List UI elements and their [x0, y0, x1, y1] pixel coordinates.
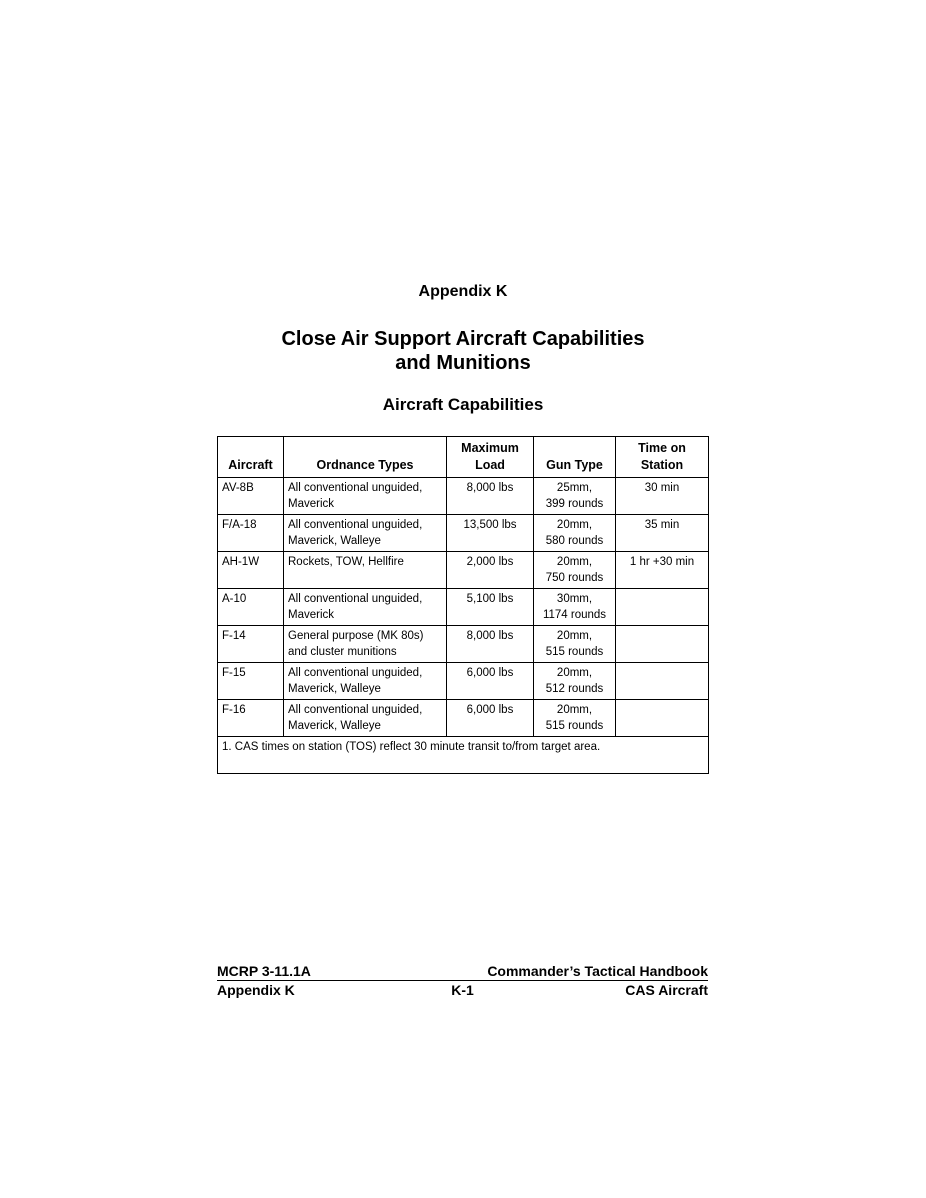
cell-ordnance-line1: All conventional unguided, — [288, 482, 423, 494]
cell-max-load: 8,000 lbs — [447, 478, 534, 515]
title-line-2: and Munitions — [395, 352, 531, 374]
cell-gun-line2: 399 rounds — [545, 498, 604, 510]
cell-gun-line2: 580 rounds — [545, 535, 604, 547]
header-aircraft: Aircraft — [218, 437, 284, 478]
appendix-label: Appendix K — [418, 283, 508, 300]
cell-ordnance — [284, 589, 447, 626]
cell-gun-type — [534, 589, 616, 626]
footer-topic: CAS Aircraft — [625, 982, 708, 998]
table-row — [218, 626, 709, 663]
cell-gun-line2: 512 rounds — [545, 683, 604, 695]
footer-top — [217, 963, 708, 979]
header-ordnance: Ordnance Types — [284, 437, 447, 478]
cell-gun-line1: 25mm, — [556, 482, 593, 494]
cell-gun-type — [534, 663, 616, 700]
section-title: Aircraft Capabilities — [382, 395, 544, 414]
header-gun-type: Gun Type — [534, 437, 616, 478]
title-line-1: Close Air Support Aircraft Capabilities — [281, 328, 645, 350]
cell-aircraft: AH-1W — [218, 552, 284, 589]
header-max-load — [447, 437, 534, 478]
cell-gun-line1: 20mm, — [556, 519, 593, 531]
cell-ordnance — [284, 626, 447, 663]
cell-time-on-station — [616, 700, 709, 737]
table-row — [218, 552, 709, 589]
cell-max-load: 2,000 lbs — [447, 552, 534, 589]
cell-gun-type — [534, 626, 616, 663]
cell-gun-line1: 20mm, — [556, 667, 593, 679]
cell-max-load: 5,100 lbs — [447, 589, 534, 626]
cell-ordnance — [284, 700, 447, 737]
cell-ordnance — [284, 663, 447, 700]
cell-aircraft: F-14 — [218, 626, 284, 663]
cell-aircraft: F-15 — [218, 663, 284, 700]
cell-max-load: 6,000 lbs — [447, 700, 534, 737]
header-tos-line1: Time on — [638, 441, 686, 455]
cell-ordnance-line1: All conventional unguided, — [288, 704, 423, 716]
cell-ordnance-line2: Maverick, Walleye — [288, 683, 381, 695]
cell-ordnance-line2: and cluster munitions — [288, 646, 397, 658]
table-footnote: 1. CAS times on station (TOS) reflect 30 minute transit to/from target area. — [218, 737, 709, 774]
cell-aircraft: F-16 — [218, 700, 284, 737]
cell-ordnance-line2: Maverick, Walleye — [288, 535, 381, 547]
cell-ordnance-line1: Rockets, TOW, Hellfire — [288, 556, 404, 568]
cell-ordnance — [284, 552, 447, 589]
cell-max-load: 8,000 lbs — [447, 626, 534, 663]
footnote-row — [218, 737, 709, 774]
footer-doc-number: MCRP 3-11.1A — [217, 963, 311, 979]
cell-gun-type — [534, 478, 616, 515]
cell-ordnance-line1: All conventional unguided, — [288, 667, 423, 679]
footer-bottom — [217, 982, 708, 998]
cell-ordnance-line1: All conventional unguided, — [288, 519, 423, 531]
cell-max-load: 13,500 lbs — [447, 515, 534, 552]
cell-time-on-station: 1 hr +30 min — [616, 552, 709, 589]
cell-time-on-station: 35 min — [616, 515, 709, 552]
cell-gun-line2: 515 rounds — [545, 646, 604, 658]
cell-ordnance-line2: Maverick — [288, 498, 335, 510]
cell-ordnance-line2: Maverick — [288, 609, 335, 621]
cell-gun-line1: 20mm, — [556, 556, 593, 568]
cell-ordnance-line1: General purpose (MK 80s) — [288, 630, 424, 642]
table-row — [218, 478, 709, 515]
cell-ordnance-line2: Maverick, Walleye — [288, 720, 381, 732]
aircraft-capabilities-table — [217, 436, 709, 774]
cell-gun-line1: 30mm, — [556, 593, 593, 605]
header-max-load-line2: Load — [475, 458, 505, 472]
cell-time-on-station — [616, 589, 709, 626]
cell-time-on-station — [616, 663, 709, 700]
cell-aircraft: AV-8B — [218, 478, 284, 515]
footer-doc-title: Commander’s Tactical Handbook — [487, 963, 708, 979]
cell-gun-type — [534, 552, 616, 589]
cell-gun-type — [534, 515, 616, 552]
cell-ordnance-line1: All conventional unguided, — [288, 593, 423, 605]
table-row — [218, 663, 709, 700]
cell-gun-line1: 20mm, — [556, 704, 593, 716]
table-row — [218, 515, 709, 552]
footer-section: Appendix K — [217, 982, 295, 998]
footer-divider — [217, 980, 708, 981]
header-time-on-station — [616, 437, 709, 478]
header-max-load-line1: Maximum — [461, 441, 519, 455]
page-title — [0, 327, 926, 375]
table-header-row — [218, 437, 709, 478]
table-row — [218, 589, 709, 626]
header-tos-line2: Station — [640, 458, 684, 472]
cell-max-load: 6,000 lbs — [447, 663, 534, 700]
footer-page-number: K-1 — [451, 982, 474, 998]
table-row — [218, 700, 709, 737]
cell-gun-line1: 20mm, — [556, 630, 593, 642]
cell-gun-line2: 1174 rounds — [542, 609, 607, 621]
cell-ordnance — [284, 515, 447, 552]
cell-gun-line2: 515 rounds — [545, 720, 604, 732]
cell-time-on-station — [616, 626, 709, 663]
cell-gun-line2: 750 rounds — [545, 572, 604, 584]
cell-aircraft: F/A-18 — [218, 515, 284, 552]
cell-gun-type — [534, 700, 616, 737]
cell-time-on-station: 30 min — [616, 478, 709, 515]
cell-aircraft: A-10 — [218, 589, 284, 626]
cell-ordnance — [284, 478, 447, 515]
